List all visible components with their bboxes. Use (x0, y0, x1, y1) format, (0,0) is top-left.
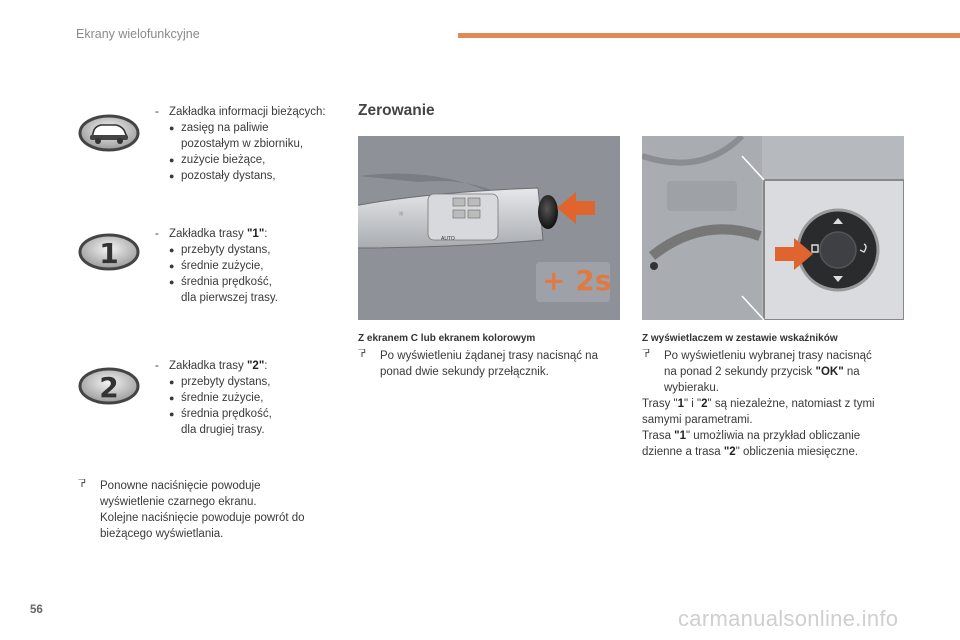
instruction-line: Po wyświetleniu żądanej trasy nacisnąć na (380, 350, 598, 362)
note-line: Ponowne naciśnięcie powoduje (100, 480, 261, 492)
arrow-left-icon (554, 188, 598, 228)
list-item: ● zużycie bieżące, (169, 154, 266, 166)
caption-heading: Z ekranem C lub ekranem kolorowym (358, 333, 536, 344)
list-item-text: pozostałym w zbiorniku, (181, 138, 304, 150)
note-line: wyświetlenie czarnego ekranu. (100, 496, 257, 508)
trip-1-icon (78, 232, 140, 272)
note-line: Kolejne naciśnięcie powoduje powrót do (100, 512, 305, 524)
list-item-text: zasięg na paliwie (181, 122, 269, 134)
list-item-text: średnia prędkość, (181, 408, 272, 420)
tab-info-block (155, 104, 355, 184)
list-item: ● średnia prędkość, dla drugiej trasy. (169, 406, 355, 438)
tab-heading: Zakładka informacji bieżących: (169, 106, 326, 118)
stalk-switch-photo (358, 136, 620, 320)
note-line: bieżącego wyświetlania. (100, 528, 224, 540)
list-item-text: zużycie bieżące, (181, 154, 266, 166)
dash-marker: - (155, 360, 159, 372)
steering-wheel-photo (642, 136, 904, 320)
tab-heading: Zakładka trasy "2": (169, 360, 268, 372)
arrow-right-icon (772, 234, 816, 274)
tab-trip-1-block (155, 226, 355, 306)
header-accent-bar (458, 33, 960, 38)
left-caption (358, 333, 628, 380)
step-marker-icon (78, 479, 86, 487)
list-item: ● średnia prędkość, dla pierwszej trasy. (169, 274, 355, 306)
list-item: ● średnie zużycie, (169, 260, 264, 272)
right-caption (642, 333, 912, 460)
car-icon (78, 113, 140, 153)
step-marker-icon (358, 349, 366, 357)
list-item: ● średnie zużycie, (169, 392, 264, 404)
step-marker-icon (642, 349, 650, 357)
dash-marker: - (155, 106, 159, 118)
stalk-auto-label: AUTO (441, 236, 455, 242)
list-item: ● przebyty dystans, (169, 244, 271, 256)
instruction-line: Po wyświetleniu wybranej trasy nacisnąć (664, 350, 872, 362)
list-item-text: dla drugiej trasy. (181, 424, 265, 436)
list-item-text: dla pierwszej trasy. (181, 292, 278, 304)
trips-independent-paragraph: Trasy "1" i "2" są niezależne, natomiast z tymi samymi parametrami. Trasa "1" umożliwia na przykład obliczanie dzienne a trasa "2" obliczenia miesięczne. (642, 398, 875, 458)
badge-text: + 2s (542, 264, 612, 297)
list-item-text: przebyty dystans, (181, 244, 271, 256)
svg-text:2: 2 (99, 371, 119, 404)
hold-two-seconds-badge (536, 262, 610, 302)
instruction-line: na ponad 2 sekundy przycisk "OK" na (664, 366, 860, 378)
svg-text:☼: ☼ (398, 210, 405, 218)
watermark: carmanualsonline.info (678, 606, 899, 631)
page-header-title: Ekrany wielofunkcyjne (76, 27, 200, 41)
tab-trip-2-block (155, 358, 355, 438)
list-item-text: przebyty dystans, (181, 376, 271, 388)
instruction-line: wybieraku. (664, 382, 719, 394)
dash-marker: - (155, 228, 159, 240)
svg-text:1: 1 (99, 237, 119, 270)
trip-2-icon (78, 366, 140, 406)
list-item-text: średnie zużycie, (181, 392, 264, 404)
page-number: 56 (30, 604, 43, 616)
left-instruction (358, 348, 628, 380)
list-item: ● pozostały dystans, (169, 170, 276, 182)
instruction-line: ponad dwie sekundy przełącznik. (380, 366, 549, 378)
list-item-text: średnie zużycie, (181, 260, 264, 272)
list-item: ● zasięg na paliwie pozostałym w zbiorniku, (169, 120, 355, 152)
list-item: ● przebyty dystans, (169, 376, 271, 388)
tab-heading: Zakładka trasy "1": (169, 228, 268, 240)
list-item-text: średnia prędkość, (181, 276, 272, 288)
caption-heading: Z wyświetlaczem w zestawie wskaźników (642, 333, 838, 344)
section-title: Zerowanie (358, 102, 435, 119)
right-instruction (642, 348, 912, 396)
list-item-text: pozostały dystans, (181, 170, 276, 182)
press-again-note (78, 478, 348, 542)
